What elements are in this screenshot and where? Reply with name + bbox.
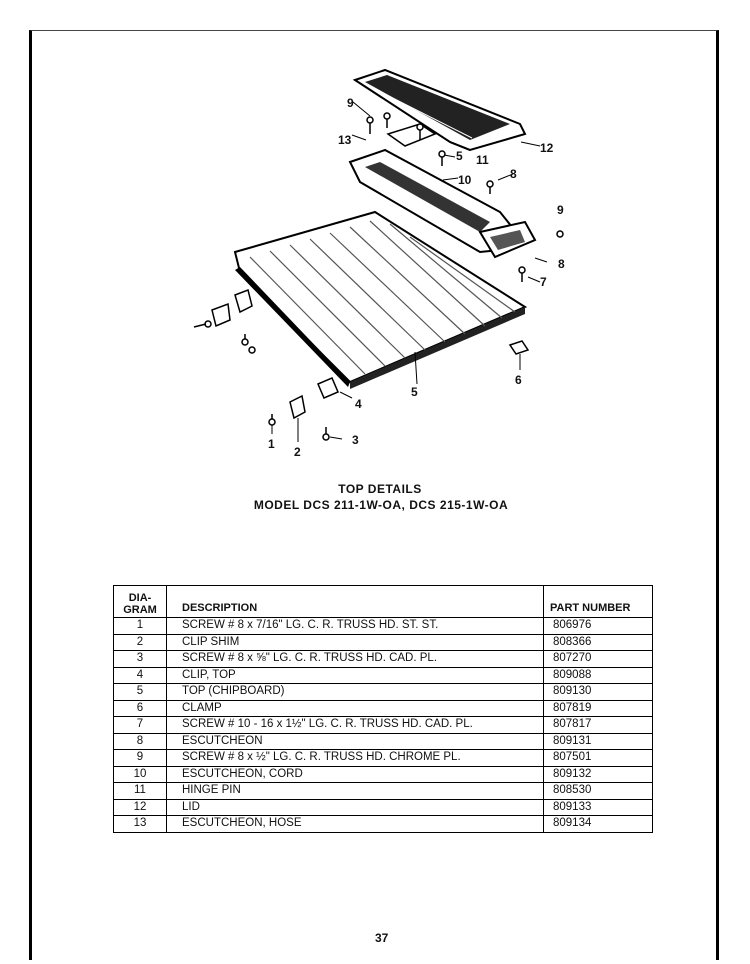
clip-parts-left <box>194 290 255 353</box>
row-diagram-no: 12 <box>114 799 167 816</box>
row-description: LID <box>167 799 544 816</box>
callout-13: 13 <box>338 133 352 147</box>
row-diagram-no: 5 <box>114 684 167 701</box>
callout-10: 10 <box>458 173 472 187</box>
row-part-number: 809132 <box>544 766 653 783</box>
callout-8-upper: 8 <box>510 167 517 181</box>
row-description: SCREW # 8 x 7/16" LG. C. R. TRUSS HD. ST. ST. <box>167 618 544 635</box>
row-diagram-no: 8 <box>114 733 167 750</box>
row-diagram-no: 10 <box>114 766 167 783</box>
row-diagram-no: 7 <box>114 717 167 734</box>
callout-3: 3 <box>352 433 359 447</box>
table-row <box>114 618 653 635</box>
row-part-number: 807819 <box>544 700 653 717</box>
table-row <box>114 684 653 701</box>
row-description: SCREW # 8 x ½" LG. C. R. TRUSS HD. CHROME PL. <box>167 750 544 767</box>
callout-11: 11 <box>476 153 489 167</box>
header-part-number: PART NUMBER <box>544 586 653 618</box>
callout-1: 1 <box>268 437 275 451</box>
row-description: SCREW # 8 x ⅝" LG. C. R. TRUSS HD. CAD. PL. <box>167 651 544 668</box>
table-row <box>114 750 653 767</box>
row-diagram-no: 3 <box>114 651 167 668</box>
parts-table-header <box>114 586 653 618</box>
model-caption: MODEL DCS 211-1W-OA, DCS 215-1W-OA <box>253 498 509 512</box>
table-row <box>114 783 653 800</box>
row-part-number: 809130 <box>544 684 653 701</box>
table-row <box>114 799 653 816</box>
row-diagram-no: 11 <box>114 783 167 800</box>
row-diagram-no: 9 <box>114 750 167 767</box>
row-diagram-no: 1 <box>114 618 167 635</box>
row-description: TOP (CHIPBOARD) <box>167 684 544 701</box>
row-diagram-no: 4 <box>114 667 167 684</box>
table-row <box>114 667 653 684</box>
row-part-number: 808366 <box>544 634 653 651</box>
table-row <box>114 766 653 783</box>
table-row <box>114 733 653 750</box>
callout-9-top: 9 <box>347 96 354 110</box>
callout-5-lower: 5 <box>411 385 418 399</box>
callout-5-upper: 5 <box>456 149 463 163</box>
clip-parts-bottom <box>269 378 338 440</box>
row-part-number: 809088 <box>544 667 653 684</box>
callout-8-lower: 8 <box>558 257 565 271</box>
callout-12: 12 <box>540 141 554 155</box>
exploded-parts-diagram <box>180 62 600 462</box>
row-description: CLIP, TOP <box>167 667 544 684</box>
row-description: ESCUTCHEON, CORD <box>167 766 544 783</box>
callout-7: 7 <box>540 275 547 289</box>
header-description: DESCRIPTION <box>167 586 544 618</box>
row-description: ESCUTCHEON <box>167 733 544 750</box>
row-part-number: 807501 <box>544 750 653 767</box>
table-row <box>114 634 653 651</box>
page-number: 37 <box>375 931 389 945</box>
lid-part <box>355 70 525 150</box>
row-description: HINGE PIN <box>167 783 544 800</box>
row-part-number: 807817 <box>544 717 653 734</box>
parts-table <box>113 585 653 833</box>
table-row <box>114 816 653 833</box>
table-row <box>114 700 653 717</box>
table-row <box>114 717 653 734</box>
row-description: CLAMP <box>167 700 544 717</box>
row-description: SCREW # 10 - 16 x 1½" LG. C. R. TRUSS HD. CAD. PL. <box>167 717 544 734</box>
row-part-number: 809133 <box>544 799 653 816</box>
callout-6: 6 <box>515 373 522 387</box>
row-diagram-no: 6 <box>114 700 167 717</box>
header-diagram-line2: GRAM <box>123 604 157 616</box>
row-diagram-no: 13 <box>114 816 167 833</box>
row-part-number: 806976 <box>544 618 653 635</box>
callout-9-right: 9 <box>557 203 564 217</box>
row-description: ESCUTCHEON, HOSE <box>167 816 544 833</box>
row-description: CLIP SHIM <box>167 634 544 651</box>
header-diagram <box>114 586 167 618</box>
row-part-number: 809131 <box>544 733 653 750</box>
table-row <box>114 651 653 668</box>
diagram-title: TOP DETAILS <box>338 482 422 496</box>
row-part-number: 808530 <box>544 783 653 800</box>
callout-4: 4 <box>355 397 362 411</box>
header-diagram-line1: DIA- <box>128 592 152 604</box>
clamp-part <box>510 341 528 354</box>
row-part-number: 807270 <box>544 651 653 668</box>
callout-2: 2 <box>294 445 301 459</box>
row-part-number: 809134 <box>544 816 653 833</box>
row-diagram-no: 2 <box>114 634 167 651</box>
